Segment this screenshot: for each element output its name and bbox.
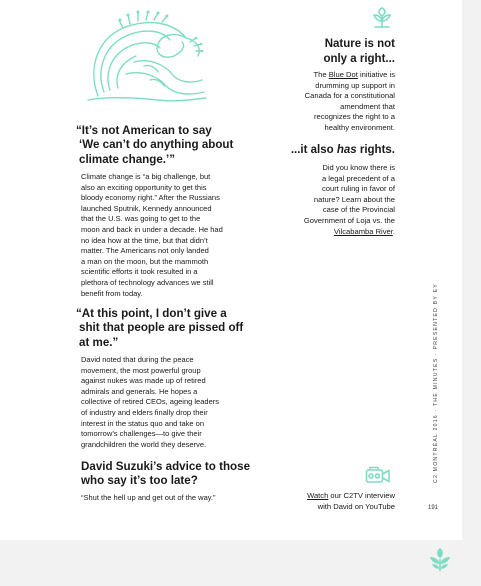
quote-heading-2 [76, 307, 243, 350]
body-line: David noted that during the peace [81, 355, 194, 364]
rights-heading [291, 143, 395, 158]
heading-line: “It’s not American to say [76, 124, 212, 137]
body-line: scientific efforts it took resulted in a [81, 267, 198, 277]
body-line: that the U.S. was going to get to the [81, 214, 201, 224]
heading-line: shit that people are pissed off [79, 321, 244, 335]
paragraph-line: Government of Loja vs. the [303, 215, 395, 225]
body-line: against nukes was made up of retired [81, 376, 206, 386]
paragraph-line: a legal precedent of a [321, 173, 395, 183]
body-line: a man on the moon, but the mammoth [81, 256, 209, 266]
heading-line: at me.” [79, 335, 119, 349]
rights-heading-pre: ...it also [290, 144, 337, 156]
paragraph-line: healthy environment. [324, 122, 395, 132]
watch-rest: our C2TV interview [328, 491, 395, 500]
heading-line: David Suzuki’s advice to those [81, 460, 251, 473]
paragraph-line: Did you know there is [322, 163, 395, 172]
nature-heading-line: Nature is not [324, 38, 395, 50]
rights-heading-post: rights. [356, 144, 395, 156]
paragraph-line: court ruling in favor of [321, 184, 395, 194]
body-line: tomorrow’s challenges—to give their [81, 429, 202, 439]
body-line: collective of retired CEOs, ageing leaders [81, 397, 219, 407]
body-line: admirals and generals. He hopes a [81, 386, 198, 396]
body-line: of industry and elders finally drop their [81, 407, 208, 417]
page-number: 191 [428, 505, 439, 511]
nature-heading [323, 37, 395, 67]
heading-line: who say it’s too late? [81, 474, 198, 488]
quote-heading-1 [76, 124, 233, 167]
video-camera-icon [365, 465, 391, 485]
body-line: grandchildren the world they deserve. [81, 439, 207, 449]
paragraph-line: drumming up support in [315, 80, 395, 90]
wave-illustration [78, 0, 210, 104]
paragraph-line: case of the Provincial [322, 205, 395, 215]
body-line: benefit from today. [81, 288, 143, 298]
bluedot-paragraph [305, 70, 395, 134]
heading-line: climate change.’” [79, 152, 176, 166]
watch-link[interactable]: Watch [307, 491, 329, 500]
bluedot-post: initiative is [357, 70, 395, 79]
blue-dot-link[interactable]: Blue Dot [328, 70, 358, 79]
advice-heading [81, 460, 250, 489]
body-line: plethora of technology advances we still [81, 277, 214, 287]
body-line: bloody economy right.” After the Russians [81, 193, 220, 203]
watch-line: with David on YouTube [317, 501, 395, 511]
heading-line: “At this point, I don’t give a [76, 307, 227, 320]
vilcabamba-river-link[interactable]: Vilcabamba River [333, 226, 393, 236]
watch-interview [307, 491, 395, 512]
body-line: Climate change is “a big challenge, but [81, 172, 211, 181]
quote-body-1 [81, 172, 283, 299]
court-end: . [392, 226, 395, 236]
bluedot-pre: The [313, 70, 329, 79]
advice-quote: “Shut the hell up and get out of the way.” [81, 493, 216, 502]
body-line: launched Sputnik, Kennedy announced [81, 203, 212, 213]
leaf-icon [428, 547, 452, 573]
quote-body-2 [81, 355, 283, 450]
paragraph-line: Canada for a constitutional [304, 91, 395, 101]
body-line: also an exciting opportunity to get this [81, 182, 207, 192]
leaf-icon [371, 7, 393, 29]
body-line: matter. The Americans not only landed [81, 246, 209, 256]
body-line: interest in the status quo and take on [81, 418, 204, 428]
court-paragraph [304, 163, 395, 237]
heading-line: ‘We can’t do anything about [79, 138, 234, 152]
body-line: no idea how at the time, but that didn’t [81, 235, 208, 245]
rights-heading-em: has [336, 144, 357, 156]
body-line: moon and back in under a decade. He had [81, 224, 223, 234]
side-credit: C2 MONTRÉAL 2016 · THE MINUTES · PRESENTED BY EY [433, 283, 439, 483]
nature-heading-line: only a right... [323, 53, 395, 65]
paragraph-line: amendment that [340, 101, 395, 111]
paragraph-line: nature? Learn about the [313, 194, 395, 204]
body-line: movement, the most powerful group [81, 365, 201, 375]
paragraph-line: recognizes the right to a [313, 112, 395, 122]
